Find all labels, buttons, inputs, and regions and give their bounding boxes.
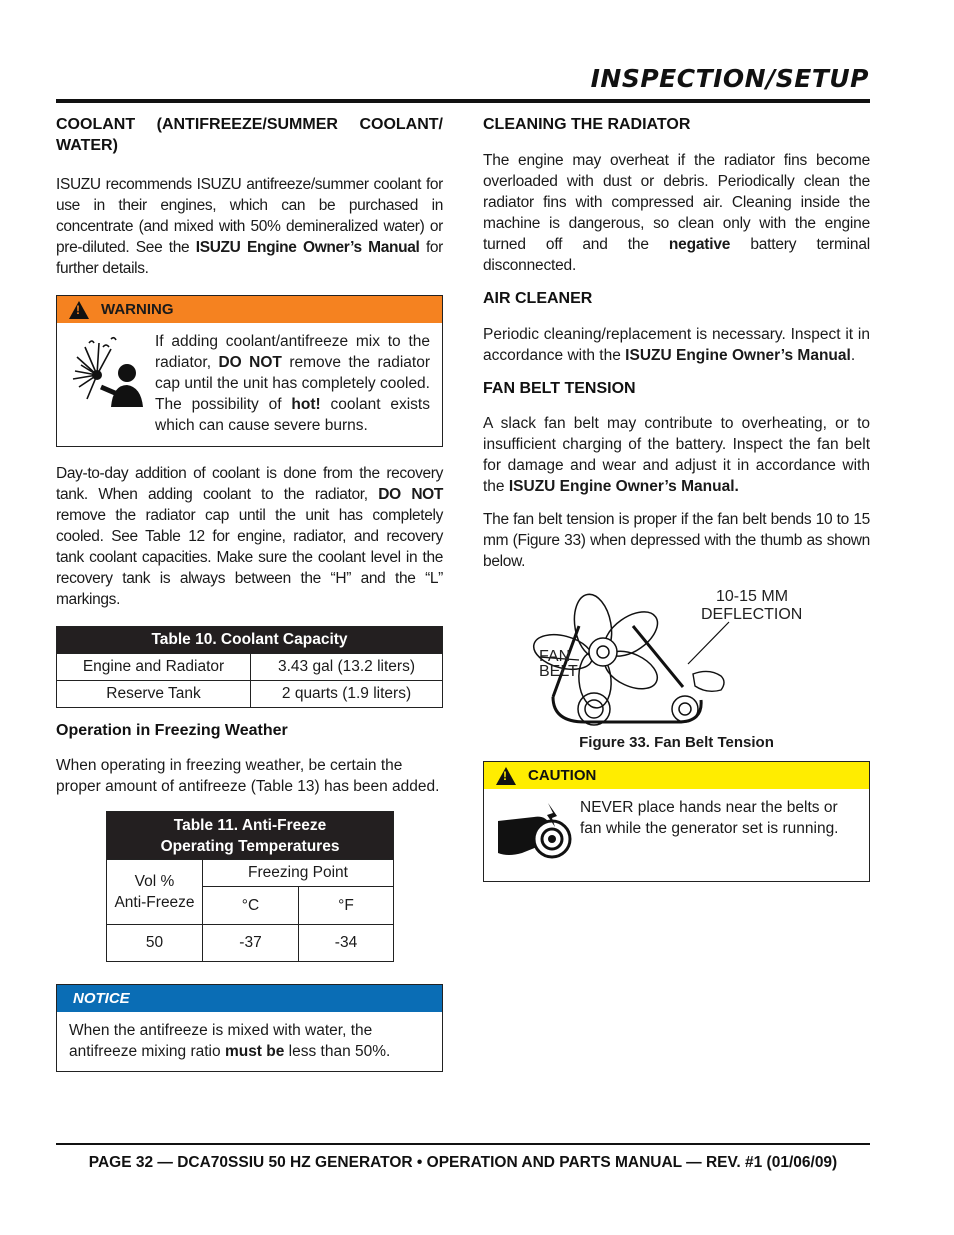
text: coolant exists which can cause severe burns. (155, 396, 430, 434)
warning-label: WARNING (101, 301, 174, 318)
table-title-line: Operating Temperatures (160, 837, 340, 855)
air-cleaner-text (483, 324, 870, 366)
text: ISUZU recommends ISUZU antifreeze/summer coolant for use in their engines, which can be purchased in concentrate (and mixed with 50% demineralized water) or pre-diluted. See the (56, 176, 443, 256)
table-cell: Engine and Radiator (57, 654, 251, 681)
fan-belt-heading: FAN BELT TENSION (483, 380, 636, 397)
table-10-title: Table 10. Coolant Capacity (57, 627, 443, 654)
notice-text (57, 1012, 442, 1062)
text: Vol % (134, 873, 175, 890)
bottom-rule (56, 1143, 870, 1145)
text-bold: DO NOT (218, 354, 282, 371)
text-bold: negative (668, 236, 731, 253)
page-footer: PAGE 32 — DCA70SSIU 50 HZ GENERATOR • OPERATION AND PARTS MANUAL — REV. #1 (01/06/09) (88, 1154, 838, 1171)
text: Anti-Freeze (114, 894, 195, 911)
caution-box (483, 761, 870, 882)
air-cleaner-heading: AIR CLEANER (483, 290, 593, 307)
table-cell: Reserve Tank (57, 681, 251, 708)
warning-header (57, 296, 442, 323)
notice-header (57, 985, 442, 1012)
fan-belt-text (483, 413, 870, 497)
fan-belt-diagram (483, 582, 870, 732)
burn-hazard-icon (67, 335, 147, 415)
top-rule (56, 99, 870, 103)
hand-entanglement-icon (494, 797, 574, 867)
fan-label: FAN (539, 648, 571, 665)
caution-header (484, 762, 869, 789)
radiator-text (483, 150, 870, 276)
figure-caption: Figure 33. Fan Belt Tension (579, 734, 774, 751)
freezing-text: When operating in freezing weather, be certain the proper amount of antifreeze (Table 13) has been added. (56, 757, 440, 795)
warning-box (56, 295, 443, 447)
table-11-title (107, 812, 394, 860)
table-row (107, 925, 394, 962)
coolant-paragraph-1 (56, 174, 443, 279)
text: If adding coolant/antifreeze mix to the radiator, (155, 333, 430, 371)
notice-box (56, 984, 443, 1072)
table-cell: 2 quarts (1.9 liters) (251, 681, 443, 708)
belt-label: BELT (539, 663, 578, 680)
text: . (850, 347, 856, 364)
text: remove the radiator cap until the unit has completely cooled. The possibility of (155, 354, 430, 413)
deflection-label-1: 10-15 MM (716, 588, 789, 605)
coolant-heading: COOLANT (ANTIFREEZE/SUMMER COOLANT/ WATER) (56, 116, 443, 154)
manual-reference: ISUZU Engine Owner’s Manual (625, 347, 851, 364)
table-cell: 50 (107, 925, 203, 962)
text: A slack fan belt may contribute to overheating, or to insufficient charging of the battery. Inspect the fan belt for damage and wear and adjust it in accordance with the (483, 415, 870, 495)
freezing-heading: Operation in Freezing Weather (56, 722, 288, 739)
warning-triangle-icon: ! (69, 301, 89, 319)
text: When the antifreeze is mixed with water, the antifreeze mixing ratio (69, 1022, 373, 1060)
text: Day-to-day addition of coolant is done from the recovery tank. When adding coolant to the radiator, (56, 465, 443, 503)
text-bold: DO NOT (378, 486, 443, 503)
text-bold: must be (224, 1043, 285, 1060)
antifreeze-table (106, 811, 394, 962)
right-column (483, 114, 870, 882)
caution-triangle-icon: ! (496, 767, 516, 785)
manual-reference: ISUZU Engine Owner’s Manual (195, 239, 420, 256)
fan-belt-text-2: The fan belt tension is proper if the fan belt bends 10 to 15 mm (Figure 33) when depressed with the thumb as shown below. (483, 511, 870, 570)
text: remove the radiator cap until the unit has completely cooled. See Table 12 for engine, radiator, and recovery tank coolant capacities. Make sure the coolant level in the recovery tank is always between the “H” and the “L” markings. (56, 507, 443, 608)
table-cell: 3.43 gal (13.2 liters) (251, 654, 443, 681)
table-row (57, 681, 443, 708)
text-bold: hot! (291, 396, 321, 413)
vol-header (107, 860, 203, 925)
text: The engine may overheat if the radiator fins become overloaded with dust or debris. Periodically clean the radiator fins with compressed air. Cleaning inside the machine is dangerous, so clean only with the engine turned off and the (483, 152, 870, 253)
freezing-point-header: Freezing Point (203, 860, 394, 887)
coolant-capacity-table (56, 626, 443, 708)
table-title-line: Table 11. Anti-Freeze (173, 816, 327, 834)
deflection-label-2: DEFLECTION (701, 606, 803, 623)
warning-text (155, 331, 430, 436)
radiator-heading: CLEANING THE RADIATOR (483, 116, 691, 133)
manual-reference: ISUZU Engine Owner’s Manual. (508, 478, 739, 495)
caution-text: NEVER place hands near the belts or fan while the generator set is running. (580, 799, 839, 837)
fahrenheit-header: °F (299, 887, 394, 925)
text: battery terminal disconnected. (483, 236, 870, 274)
text: less than 50%. (284, 1043, 391, 1060)
celsius-header: °C (203, 887, 299, 925)
text: Periodic cleaning/replacement is necessary. Inspect it in accordance with the (483, 326, 870, 364)
fan-belt-figure (483, 582, 870, 732)
coolant-paragraph-2 (56, 463, 443, 610)
page-title: INSPECTION/SETUP (590, 64, 869, 93)
caution-label: CAUTION (528, 767, 597, 784)
table-cell: -37 (203, 925, 299, 962)
left-column (56, 114, 443, 1072)
text: for further details. (56, 239, 443, 277)
table-row (57, 654, 443, 681)
notice-label: NOTICE (73, 990, 130, 1007)
table-cell: -34 (299, 925, 394, 962)
